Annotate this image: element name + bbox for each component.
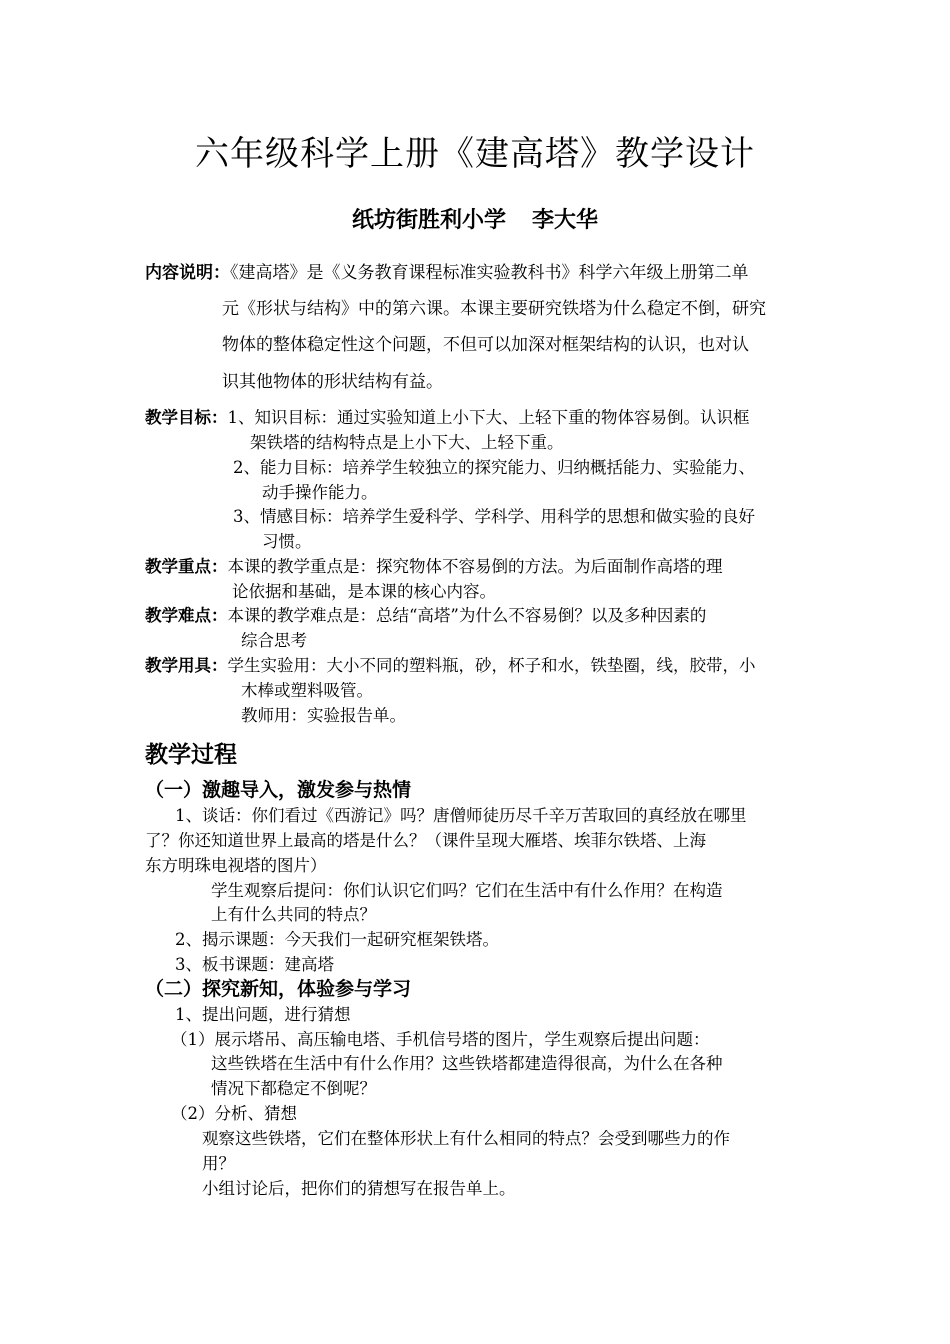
key-points-line-2: 论依据和基础，是本课的核心内容。	[232, 582, 496, 601]
section2-line-1: 1、提出问题，进行猜想	[175, 1005, 351, 1024]
key-points-label: 教学重点：	[145, 557, 228, 576]
difficulties-line-1: 教学难点：本课的教学难点是：总结“高塔”为什么不容易倒？以及多种因素的	[145, 606, 707, 625]
tools-label: 教学用具：	[145, 656, 228, 675]
section2-line-5: （2）分析、猜想	[171, 1104, 297, 1123]
author-name: 李大华	[532, 208, 599, 233]
section1-heading: （一）激趣导入，激发参与热情	[145, 779, 412, 801]
content-desc-label: 内容说明：	[145, 263, 230, 283]
goals-line-1: 教学目标：1、知识目标：通过实验知道上小下大、上轻下重的物体容易倒。认识框	[145, 408, 750, 427]
section1-line-3: 东方明珠电视塔的图片）	[145, 856, 327, 875]
section1-line-6: 2、揭示课题：今天我们一起研究框架铁塔。	[175, 930, 499, 949]
goals-line-3: 2、能力目标：培养学生较独立的探究能力、归纳概括能力、实验能力、	[233, 458, 755, 477]
tools-line-2: 木棒或塑料吸管。	[241, 681, 373, 700]
goals-line-4: 动手操作能力。	[262, 483, 378, 502]
goals-line-2: 架铁塔的结构特点是上小下大、上轻下重。	[250, 433, 564, 452]
section2-line-6: 观察这些铁塔，它们在整体形状上有什么相同的特点？会受到哪些力的作	[202, 1129, 730, 1148]
section2-line-8: 小组讨论后，把你们的猜想写在报告单上。	[202, 1179, 516, 1198]
goals-line-5: 3、情感目标：培养学生爱科学、学科学、用科学的思想和做实验的良好	[233, 507, 755, 526]
section2-line-3: 这些铁塔在生活中有什么作用？这些铁塔都建造得很高，为什么在各种	[211, 1054, 723, 1073]
tools-line-3: 教师用：实验报告单。	[241, 706, 406, 725]
goals-line-6: 习惯。	[262, 532, 312, 551]
key-points-line-1: 教学重点：本课的教学重点是：探究物体不容易倒的方法。为后面制作高塔的理	[145, 557, 723, 576]
difficulties-label: 教学难点：	[145, 606, 228, 625]
content-desc-line-3: 物体的整体稳定性这个问题，不但可以加深对框架结构的认识，也对认	[222, 335, 749, 355]
process-heading: 教学过程	[145, 742, 237, 768]
section1-line-1: 1、谈话：你们看过《西游记》吗？唐僧师徒历尽千辛万苦取回的真经放在哪里	[175, 806, 747, 825]
document-title: 六年级科学上册《建高塔》教学设计	[195, 134, 755, 174]
content-desc-line-1: 内容说明：《建高塔》是《义务教育课程标准实验教科书》科学六年级上册第二单	[145, 263, 749, 283]
section1-line-7: 3、板书课题：建高塔	[175, 955, 334, 974]
goals-label: 教学目标：	[145, 408, 228, 427]
author-school: 纸坊街胜利小学	[351, 208, 506, 233]
tools-line-1: 教学用具：学生实验用：大小不同的塑料瓶，砂，杯子和水，铁垫圈，线，胶带，小	[145, 656, 756, 675]
section1-line-2: 了？你还知道世界上最高的塔是什么？（课件呈现大雁塔、埃菲尔铁塔、上海	[145, 831, 706, 850]
section2-line-2: （1）展示塔吊、高压输电塔、手机信号塔的图片，学生观察后提出问题：	[171, 1030, 710, 1049]
content-desc-line-2: 元《形状与结构》中的第六课。本课主要研究铁塔为什么稳定不倒，研究	[222, 299, 766, 319]
section2-heading: （二）探究新知，体验参与学习	[145, 978, 412, 1000]
section2-line-4: 情况下都稳定不倒呢？	[211, 1079, 376, 1098]
section1-line-5: 上有什么共同的特点？	[211, 905, 376, 924]
author-line	[0, 203, 950, 234]
difficulties-line-2: 综合思考	[241, 631, 307, 650]
content-desc-line-4: 识其他物体的形状结构有益。	[222, 372, 443, 392]
section2-line-7: 用？	[202, 1154, 235, 1173]
section1-line-4: 学生观察后提问：你们认识它们吗？它们在生活中有什么作用？在构造	[211, 881, 723, 900]
